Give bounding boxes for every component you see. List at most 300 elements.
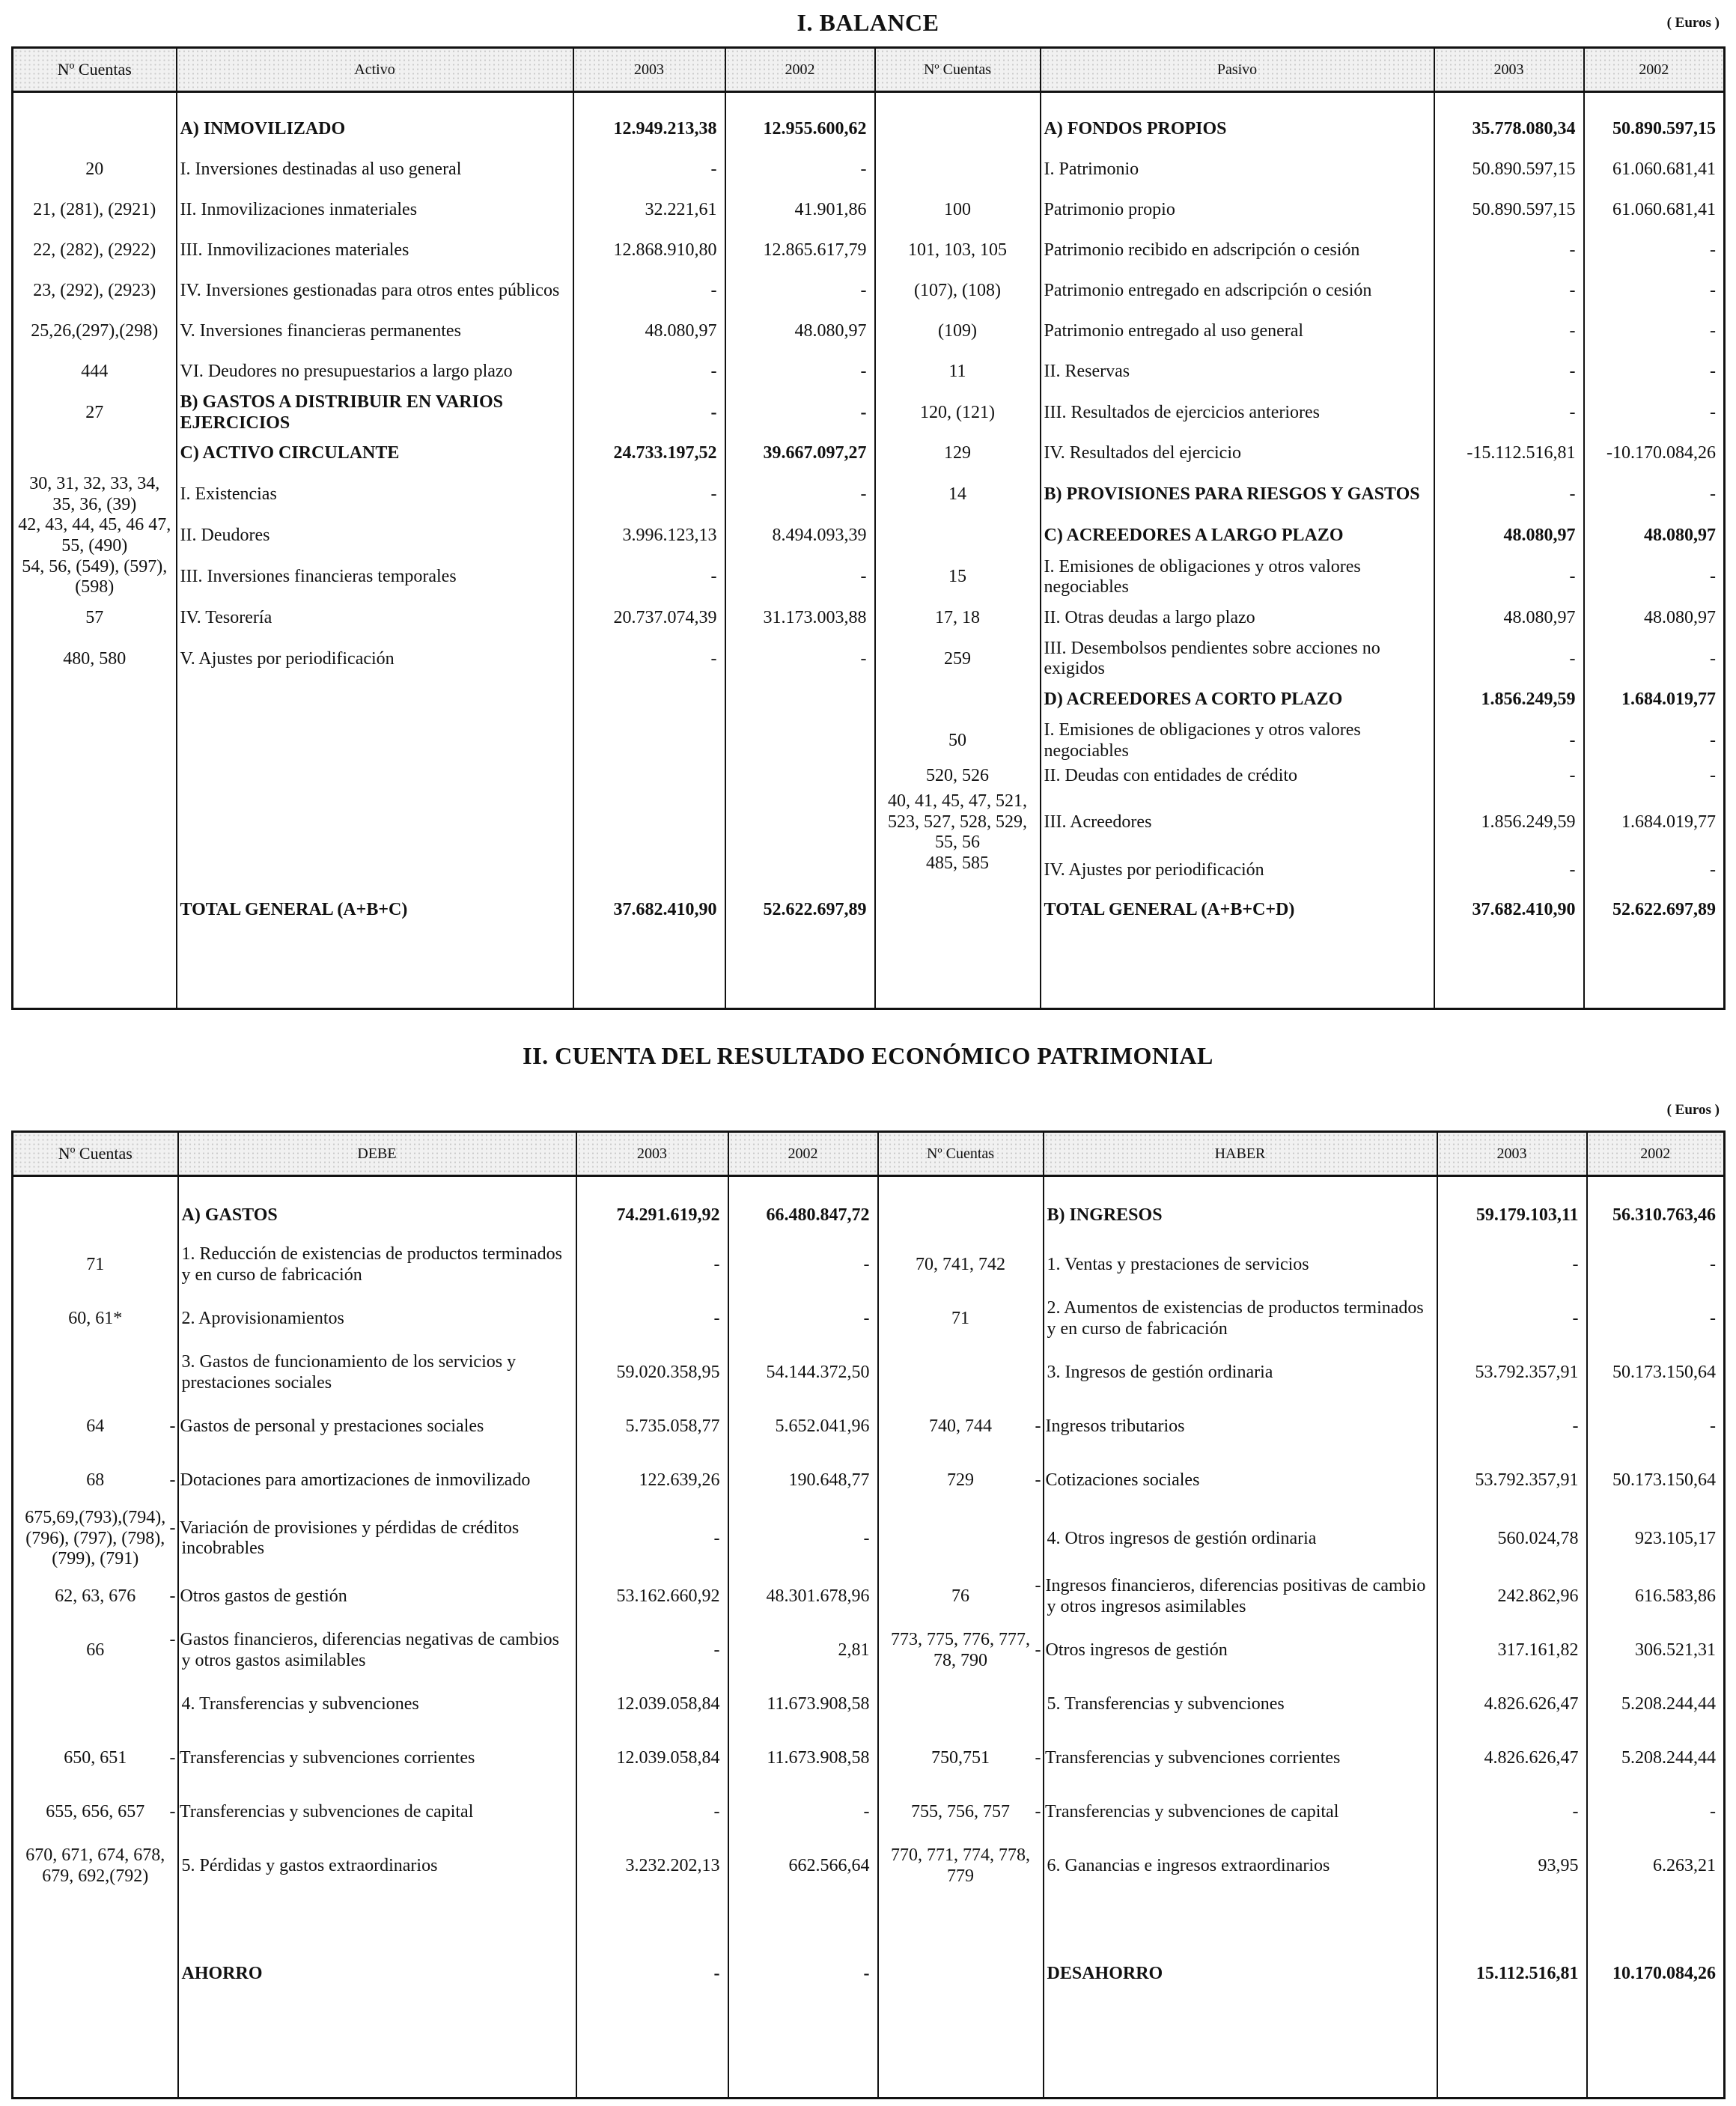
row-label: II. Deudas con entidades de crédito [1041, 761, 1434, 791]
row-label: TOTAL GENERAL (A+B+C+D) [1041, 888, 1434, 933]
row-label: VI. Deudores no presupuestarios a largo plazo [177, 352, 573, 392]
value-2003: - [1434, 352, 1584, 392]
account-code: 64 [13, 1400, 178, 1454]
value-2003: 12.039.058,84 [576, 1678, 728, 1732]
value-2002: - [1584, 352, 1725, 392]
account-code [13, 888, 177, 933]
value-2003: - [576, 1238, 728, 1292]
row-label [177, 761, 573, 791]
table-row [13, 680, 1725, 720]
value-2003: 4.826.626,47 [1437, 1678, 1587, 1732]
value-2003: 12.949.213,38 [573, 109, 725, 150]
value-2003: - [1434, 720, 1584, 761]
account-code: 770, 771, 774, 778, 779 [878, 1839, 1044, 1893]
account-code [878, 1193, 1044, 1238]
value-2003: -15.112.516,81 [1434, 433, 1584, 474]
row-label: - Variación de provisiones y pérdidas de créditos incobrables [178, 1508, 576, 1570]
value-2003: 1.856.249,59 [1434, 791, 1584, 853]
account-code: 444 [13, 352, 177, 392]
value-2003: 59.179.103,11 [1437, 1193, 1587, 1238]
value-2003: - [1434, 231, 1584, 271]
value-2002: 12.955.600,62 [725, 109, 875, 150]
value-2003: 1.856.249,59 [1434, 680, 1584, 720]
account-code [13, 853, 177, 888]
value-2002: - [725, 352, 875, 392]
account-code: 670, 671, 674, 678, 679, 692,(792) [13, 1839, 178, 1893]
row-label: 5. Transferencias y subvenciones [1044, 1678, 1437, 1732]
header-cuentas-right: Nº Cuentas [875, 48, 1041, 92]
row-label [177, 853, 573, 888]
account-code [878, 1508, 1044, 1570]
row-label: C) ACREEDORES A LARGO PLAZO [1041, 515, 1434, 556]
account-code: 57 [13, 598, 177, 639]
header-2002-right: 2002 [1584, 48, 1725, 92]
value-2002: - [1587, 1400, 1725, 1454]
account-code [13, 680, 177, 720]
account-code [875, 888, 1041, 933]
value-2003: - [1434, 853, 1584, 888]
value-2002: 6.263,21 [1587, 1839, 1725, 1893]
balance-header-row [13, 48, 1725, 92]
value-2003: 48.080,97 [1434, 598, 1584, 639]
header-debe: DEBE [178, 1132, 576, 1176]
value-2002: - [1584, 853, 1725, 888]
value-2002: - [725, 474, 875, 515]
account-code: 27 [13, 392, 177, 433]
account-code: 68 [13, 1454, 178, 1508]
row-label: 4. Transferencias y subvenciones [178, 1678, 576, 1732]
account-code [875, 109, 1041, 150]
value-2002: 50.173.150,64 [1587, 1346, 1725, 1400]
account-code: 11 [875, 352, 1041, 392]
value-2002: - [1584, 557, 1725, 598]
account-code: 675,69,(793),(794), (796), (797), (798), (799), (791) [13, 1508, 178, 1570]
account-code [13, 1193, 178, 1238]
value-2002: 11.673.908,58 [728, 1678, 878, 1732]
value-2003: - [573, 352, 725, 392]
resultado-header-row [13, 1132, 1725, 1176]
value-2002: 8.494.093,39 [725, 515, 875, 556]
value-2002: - [1584, 231, 1725, 271]
row-label: 2. Aumentos de existencias de productos terminados y en curso de fabricación [1044, 1292, 1437, 1346]
value-2003: 32.221,61 [573, 190, 725, 231]
table-row [13, 1570, 1725, 1624]
value-2003: 12.868.910,80 [573, 231, 725, 271]
row-label: D) ACREEDORES A CORTO PLAZO [1041, 680, 1434, 720]
value-2002: 66.480.847,72 [728, 1193, 878, 1238]
row-label: AHORRO [178, 1947, 576, 2001]
header-cuentas-left: Nº Cuentas [13, 1132, 178, 1176]
header-2003-right: 2003 [1437, 1132, 1587, 1176]
row-label: Patrimonio propio [1041, 190, 1434, 231]
account-code: 76 [878, 1570, 1044, 1624]
value-2002: - [1584, 271, 1725, 311]
balance-title: I. BALANCE [797, 9, 939, 36]
table-row [13, 515, 1725, 556]
row-label: IV. Tesorería [177, 598, 573, 639]
account-code: 71 [878, 1292, 1044, 1346]
row-label: 4. Otros ingresos de gestión ordinaria [1044, 1508, 1437, 1570]
value-2002: 923.105,17 [1587, 1508, 1725, 1570]
value-2003: 24.733.197,52 [573, 433, 725, 474]
account-code: 23, (292), (2923) [13, 271, 177, 311]
value-2003: 35.778.080,34 [1434, 109, 1584, 150]
value-2002: 39.667.097,27 [725, 433, 875, 474]
balance-table [11, 46, 1726, 1010]
value-2003 [573, 720, 725, 761]
account-code [875, 150, 1041, 190]
table-row [13, 1947, 1725, 2001]
value-2003: 93,95 [1437, 1839, 1587, 1893]
account-code: 40, 41, 45, 47, 521, 523, 527, 528, 529, 55, 56 [875, 791, 1041, 853]
value-2002: 5.208.244,44 [1587, 1678, 1725, 1732]
account-code: 100 [875, 190, 1041, 231]
table-row [13, 109, 1725, 150]
account-code: 520, 526 [875, 761, 1041, 791]
row-label: III. Resultados de ejercicios anteriores [1041, 392, 1434, 433]
table-row [13, 150, 1725, 190]
value-2003: - [1434, 639, 1584, 680]
value-2003: 37.682.410,90 [1434, 888, 1584, 933]
table-row [13, 853, 1725, 888]
header-2003-right: 2003 [1434, 48, 1584, 92]
table-row [13, 392, 1725, 433]
balance-currency-note: ( Euros ) [1666, 15, 1720, 31]
value-2003: 20.737.074,39 [573, 598, 725, 639]
table-row [13, 1678, 1725, 1732]
row-label: - Gastos de personal y prestaciones sociales [178, 1400, 576, 1454]
account-code [13, 761, 177, 791]
value-2003: - [573, 271, 725, 311]
value-2003: - [1434, 557, 1584, 598]
table-row [13, 1454, 1725, 1508]
value-2003: - [573, 150, 725, 190]
row-label: II. Otras deudas a largo plazo [1041, 598, 1434, 639]
row-label: IV. Ajustes por periodificación [1041, 853, 1434, 888]
value-2003: 3.996.123,13 [573, 515, 725, 556]
table-row [13, 1732, 1725, 1786]
value-2002: - [728, 1292, 878, 1346]
row-label: B) PROVISIONES PARA RIESGOS Y GASTOS [1041, 474, 1434, 515]
account-code [875, 680, 1041, 720]
row-label: III. Acreedores [1041, 791, 1434, 853]
value-2002: 56.310.763,46 [1587, 1193, 1725, 1238]
account-code [13, 433, 177, 474]
account-code: 120, (121) [875, 392, 1041, 433]
row-label: DESAHORRO [1044, 1947, 1437, 2001]
value-2002: - [728, 1786, 878, 1839]
value-2002: 52.622.697,89 [1584, 888, 1725, 933]
value-2002: - [1584, 474, 1725, 515]
row-label: V. Inversiones financieras permanentes [177, 311, 573, 352]
value-2002: 48.080,97 [1584, 598, 1725, 639]
table-row [13, 1786, 1725, 1839]
value-2002: - [1584, 639, 1725, 680]
account-code [878, 1678, 1044, 1732]
row-label: 5. Pérdidas y gastos extraordinarios [178, 1839, 576, 1893]
value-2002: 61.060.681,41 [1584, 190, 1725, 231]
header-activo: Activo [177, 48, 573, 92]
resultado-table [11, 1130, 1726, 2099]
value-2003: - [576, 1624, 728, 1678]
row-label: IV. Inversiones gestionadas para otros entes públicos [177, 271, 573, 311]
row-label: B) INGRESOS [1044, 1193, 1437, 1238]
header-pasivo: Pasivo [1041, 48, 1434, 92]
resultado-title: II. CUENTA DEL RESULTADO ECONÓMICO PATRIMONIAL [523, 1042, 1213, 1069]
table-row [13, 474, 1725, 515]
account-code: 70, 741, 742 [878, 1238, 1044, 1292]
account-code: 71 [13, 1238, 178, 1292]
row-label: - Dotaciones para amortizaciones de inmovilizado [178, 1454, 576, 1508]
row-label: II. Deudores [177, 515, 573, 556]
row-label: II. Inmovilizaciones inmateriales [177, 190, 573, 231]
value-2002: - [725, 639, 875, 680]
row-label [177, 680, 573, 720]
row-label: A) INMOVILIZADO [177, 109, 573, 150]
account-code [875, 515, 1041, 556]
value-2002 [725, 761, 875, 791]
account-code: 15 [875, 557, 1041, 598]
row-label: Patrimonio entregado en adscripción o cesión [1041, 271, 1434, 311]
row-label: 2. Aprovisionamientos [178, 1292, 576, 1346]
row-label: - Gastos financieros, diferencias negativas de cambios y otros gastos asimilables [178, 1624, 576, 1678]
value-2003: 53.162.660,92 [576, 1570, 728, 1624]
row-label: 6. Ganancias e ingresos extraordinarios [1044, 1839, 1437, 1893]
row-label: - Transferencias y subvenciones corrientes [178, 1732, 576, 1786]
row-label: Patrimonio entregado al uso general [1041, 311, 1434, 352]
resultado-currency-note: ( Euros ) [1666, 1102, 1720, 1118]
value-2002: 1.684.019,77 [1584, 791, 1725, 853]
value-2002 [725, 853, 875, 888]
value-2002: 54.144.372,50 [728, 1346, 878, 1400]
value-2002: - [1587, 1786, 1725, 1839]
row-label: - Ingresos tributarios [1044, 1400, 1437, 1454]
row-label: - Otros ingresos de gestión [1044, 1624, 1437, 1678]
row-label: - Transferencias y subvenciones de capital [178, 1786, 576, 1839]
row-label: - Ingresos financieros, diferencias positivas de cambio y otros ingresos asimilables [1044, 1570, 1437, 1624]
account-code: 259 [875, 639, 1041, 680]
value-2003: 122.639,26 [576, 1454, 728, 1508]
account-code: 650, 651 [13, 1732, 178, 1786]
account-code: 20 [13, 150, 177, 190]
value-2002: - [725, 392, 875, 433]
account-code: 22, (282), (2922) [13, 231, 177, 271]
account-code: 42, 43, 44, 45, 46 47, 55, (490) [13, 515, 177, 556]
value-2002: 48.080,97 [1584, 515, 1725, 556]
row-label [177, 791, 573, 853]
table-row [13, 888, 1725, 933]
value-2002: - [725, 150, 875, 190]
header-2003-left: 2003 [576, 1132, 728, 1176]
account-code [878, 1346, 1044, 1400]
account-code: 755, 756, 757 [878, 1786, 1044, 1839]
row-label: Patrimonio recibido en adscripción o cesión [1041, 231, 1434, 271]
table-row [13, 1292, 1725, 1346]
value-2002: 11.673.908,58 [728, 1732, 878, 1786]
account-code: 14 [875, 474, 1041, 515]
account-code [13, 109, 177, 150]
value-2003: 15.112.516,81 [1437, 1947, 1587, 2001]
table-row [13, 271, 1725, 311]
header-cuentas-right: Nº Cuentas [878, 1132, 1044, 1176]
value-2002: - [1587, 1238, 1725, 1292]
value-2002: - [725, 557, 875, 598]
account-code: 62, 63, 676 [13, 1570, 178, 1624]
row-label: - Transferencias y subvenciones corrientes [1044, 1732, 1437, 1786]
value-2003: - [573, 557, 725, 598]
row-label: I. Patrimonio [1041, 150, 1434, 190]
row-label: I. Inversiones destinadas al uso general [177, 150, 573, 190]
value-2003: - [1434, 761, 1584, 791]
account-code: 21, (281), (2921) [13, 190, 177, 231]
value-2003: - [1434, 311, 1584, 352]
value-2003: 53.792.357,91 [1437, 1346, 1587, 1400]
row-label: TOTAL GENERAL (A+B+C) [177, 888, 573, 933]
value-2002: - [728, 1508, 878, 1570]
account-code: 750,751 [878, 1732, 1044, 1786]
row-label: B) GASTOS A DISTRIBUIR EN VARIOS EJERCICIOS [177, 392, 573, 433]
row-label: A) GASTOS [178, 1193, 576, 1238]
value-2003 [573, 791, 725, 853]
value-2002: 5.208.244,44 [1587, 1732, 1725, 1786]
value-2002: 12.865.617,79 [725, 231, 875, 271]
header-2003-left: 2003 [573, 48, 725, 92]
value-2002: 61.060.681,41 [1584, 150, 1725, 190]
table-row [13, 1624, 1725, 1678]
value-2002: 5.652.041,96 [728, 1400, 878, 1454]
value-2002 [725, 680, 875, 720]
account-code: 773, 775, 776, 777, 78, 790 [878, 1624, 1044, 1678]
account-code: 740, 744 [878, 1400, 1044, 1454]
table-row [13, 761, 1725, 791]
value-2003: 74.291.619,92 [576, 1193, 728, 1238]
table-row [13, 190, 1725, 231]
value-2003: 242.862,96 [1437, 1570, 1587, 1624]
value-2002: 41.901,86 [725, 190, 875, 231]
value-2003: 59.020.358,95 [576, 1346, 728, 1400]
value-2003: 317.161,82 [1437, 1624, 1587, 1678]
value-2002: -10.170.084,26 [1584, 433, 1725, 474]
row-label: I. Emisiones de obligaciones y otros valores negociables [1041, 557, 1434, 598]
table-row [13, 1839, 1725, 1893]
value-2002: 52.622.697,89 [725, 888, 875, 933]
value-2002 [725, 791, 875, 853]
value-2003: - [576, 1947, 728, 2001]
value-2003: 5.735.058,77 [576, 1400, 728, 1454]
value-2002: 50.890.597,15 [1584, 109, 1725, 150]
value-2003: 37.682.410,90 [573, 888, 725, 933]
value-2002: 50.173.150,64 [1587, 1454, 1725, 1508]
value-2002 [725, 720, 875, 761]
row-label: III. Inmovilizaciones materiales [177, 231, 573, 271]
row-label: - Otros gastos de gestión [178, 1570, 576, 1624]
account-code: 101, 103, 105 [875, 231, 1041, 271]
account-code [13, 720, 177, 761]
row-label: V. Ajustes por periodificación [177, 639, 573, 680]
value-2003: - [1437, 1400, 1587, 1454]
account-code: 66 [13, 1624, 178, 1678]
table-row [13, 720, 1725, 761]
account-code [13, 791, 177, 853]
row-label: - Transferencias y subvenciones de capital [1044, 1786, 1437, 1839]
table-row [13, 639, 1725, 680]
table-row [13, 1346, 1725, 1400]
value-2003: - [576, 1786, 728, 1839]
value-2003: 53.792.357,91 [1437, 1454, 1587, 1508]
account-code: 729 [878, 1454, 1044, 1508]
row-label: 1. Reducción de existencias de productos terminados y en curso de fabricación [178, 1238, 576, 1292]
account-code: 54, 56, (549), (597), (598) [13, 557, 177, 598]
value-2003: - [1434, 392, 1584, 433]
value-2003: 48.080,97 [1434, 515, 1584, 556]
account-code: 25,26,(297),(298) [13, 311, 177, 352]
account-code: (109) [875, 311, 1041, 352]
row-label [177, 720, 573, 761]
account-code [13, 1678, 178, 1732]
value-2003: - [1437, 1292, 1587, 1346]
value-2003: - [576, 1508, 728, 1570]
value-2003: 50.890.597,15 [1434, 150, 1584, 190]
value-2002: 31.173.003,88 [725, 598, 875, 639]
value-2002: 10.170.084,26 [1587, 1947, 1725, 2001]
value-2002: 48.301.678,96 [728, 1570, 878, 1624]
row-label: 3. Ingresos de gestión ordinaria [1044, 1346, 1437, 1400]
row-label: 1. Ventas y prestaciones de servicios [1044, 1238, 1437, 1292]
value-2002: 48.080,97 [725, 311, 875, 352]
value-2003: 3.232.202,13 [576, 1839, 728, 1893]
value-2002: 190.648,77 [728, 1454, 878, 1508]
account-code: (107), (108) [875, 271, 1041, 311]
value-2003: 48.080,97 [573, 311, 725, 352]
value-2003: - [1437, 1238, 1587, 1292]
value-2003: 560.024,78 [1437, 1508, 1587, 1570]
value-2003 [573, 761, 725, 791]
table-row [13, 598, 1725, 639]
value-2002: - [1584, 720, 1725, 761]
value-2003: - [573, 474, 725, 515]
value-2003: - [1437, 1786, 1587, 1839]
value-2003: 50.890.597,15 [1434, 190, 1584, 231]
value-2002: 2,81 [728, 1624, 878, 1678]
header-2002-right: 2002 [1587, 1132, 1725, 1176]
value-2002: - [1584, 311, 1725, 352]
account-code: 60, 61* [13, 1292, 178, 1346]
account-code: 480, 580 [13, 639, 177, 680]
value-2003 [573, 680, 725, 720]
table-row [13, 352, 1725, 392]
value-2002: - [728, 1947, 878, 2001]
row-label: IV. Resultados del ejercicio [1041, 433, 1434, 474]
row-label: III. Desembolsos pendientes sobre acciones no exigidos [1041, 639, 1434, 680]
row-label: C) ACTIVO CIRCULANTE [177, 433, 573, 474]
value-2002: - [725, 271, 875, 311]
account-code: 50 [875, 720, 1041, 761]
account-code [878, 1947, 1044, 2001]
value-2003: - [1434, 271, 1584, 311]
value-2003: - [576, 1292, 728, 1346]
value-2002: 306.521,31 [1587, 1624, 1725, 1678]
table-row [13, 231, 1725, 271]
row-label: II. Reservas [1041, 352, 1434, 392]
table-row [13, 791, 1725, 853]
value-2002: 1.684.019,77 [1584, 680, 1725, 720]
table-row [13, 1508, 1725, 1570]
value-2002: - [1587, 1292, 1725, 1346]
value-2002: - [1584, 392, 1725, 433]
table-row [13, 1238, 1725, 1292]
row-label: III. Inversiones financieras temporales [177, 557, 573, 598]
account-code: 129 [875, 433, 1041, 474]
